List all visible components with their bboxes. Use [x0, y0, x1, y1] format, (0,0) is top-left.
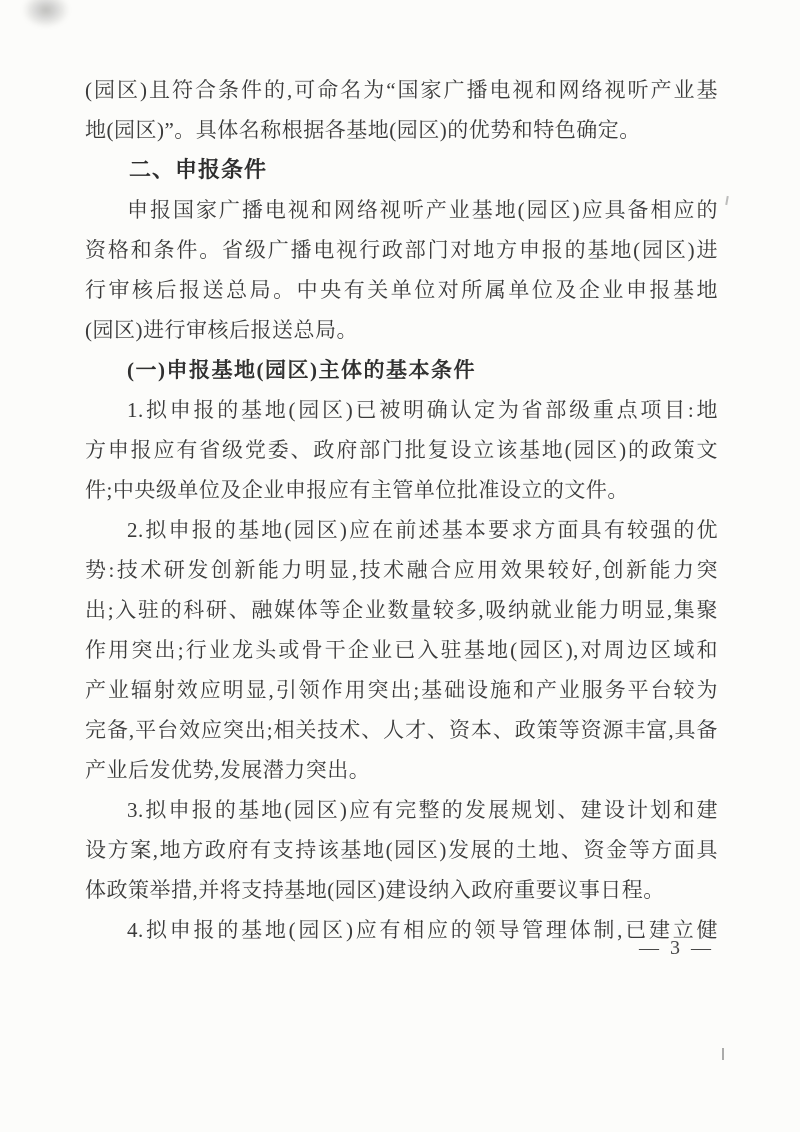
text-line: 件;中央级单位及企业申报应有主管单位批准设立的文件。 — [85, 478, 629, 502]
scan-mark-artifact — [722, 1048, 724, 1060]
section-heading-application-conditions — [85, 150, 718, 190]
paragraph-naming-continuation — [85, 70, 718, 150]
text-line: 地(园区)”。具体名称根据各基地(园区)的优势和特色确定。 — [85, 118, 641, 142]
text-line: 体政策举措,并将支持基地(园区)建设纳入政府重要议事日程。 — [85, 878, 665, 902]
text-line: 资格和条件。省级广播电视行政部门对地方申报的基地(园区)进 — [85, 238, 718, 262]
text-line: 行审核后报送总局。中央有关单位对所属单位及企业申报基地 — [85, 278, 718, 302]
text-line: 4.拟申报的基地(园区)应有相应的领导管理体制,已建立健 — [127, 918, 718, 942]
text-line: (园区)进行审核后报送总局。 — [85, 318, 358, 342]
text-line: 方申报应有省级党委、政府部门批复设立该基地(园区)的政策文 — [85, 438, 718, 462]
text-line: 产业后发优势,发展潜力突出。 — [85, 758, 371, 782]
page-number: — 3 — — [639, 937, 714, 959]
text-line: 1.拟申报的基地(园区)已被明确认定为省部级重点项目:地 — [127, 398, 718, 422]
item-3 — [85, 790, 718, 910]
document-body — [85, 70, 718, 950]
text-line: 作用突出;行业龙头或骨干企业已入驻基地(园区),对周边区域和 — [85, 638, 718, 662]
subsection-heading-basic-conditions — [85, 350, 718, 390]
item-1 — [85, 390, 718, 510]
text-line: 完备,平台效应突出;相关技术、人才、资本、政策等资源丰富,具备 — [85, 718, 718, 742]
text-line: 出;入驻的科研、融媒体等企业数量较多,吸纳就业能力明显,集聚 — [85, 598, 718, 622]
scan-smudge-artifact — [22, 0, 70, 28]
text-line: 2.拟申报的基地(园区)应在前述基本要求方面具有较强的优 — [127, 518, 718, 542]
paragraph-application-overview — [85, 190, 718, 350]
item-2 — [85, 510, 718, 790]
item-4 — [85, 910, 718, 950]
text-line: (园区)且符合条件的,可命名为“国家广播电视和网络视听产业基 — [85, 78, 718, 102]
text-line: 产业辐射效应明显,引领作用突出;基础设施和产业服务平台较为 — [85, 678, 718, 702]
text-line: 设方案,地方政府有支持该基地(园区)发展的土地、资金等方面具 — [85, 838, 718, 862]
text-line: 申报国家广播电视和网络视听产业基地(园区)应具备相应的 — [127, 198, 718, 222]
text-line: 二、申报条件 — [129, 157, 268, 182]
scan-mark-artifact — [725, 196, 729, 205]
text-line: 势:技术研发创新能力明显,技术融合应用效果较好,创新能力突 — [85, 558, 718, 582]
text-line: (一)申报基地(园区)主体的基本条件 — [127, 358, 476, 382]
text-line: 3.拟申报的基地(园区)应有完整的发展规划、建设计划和建 — [127, 798, 718, 822]
